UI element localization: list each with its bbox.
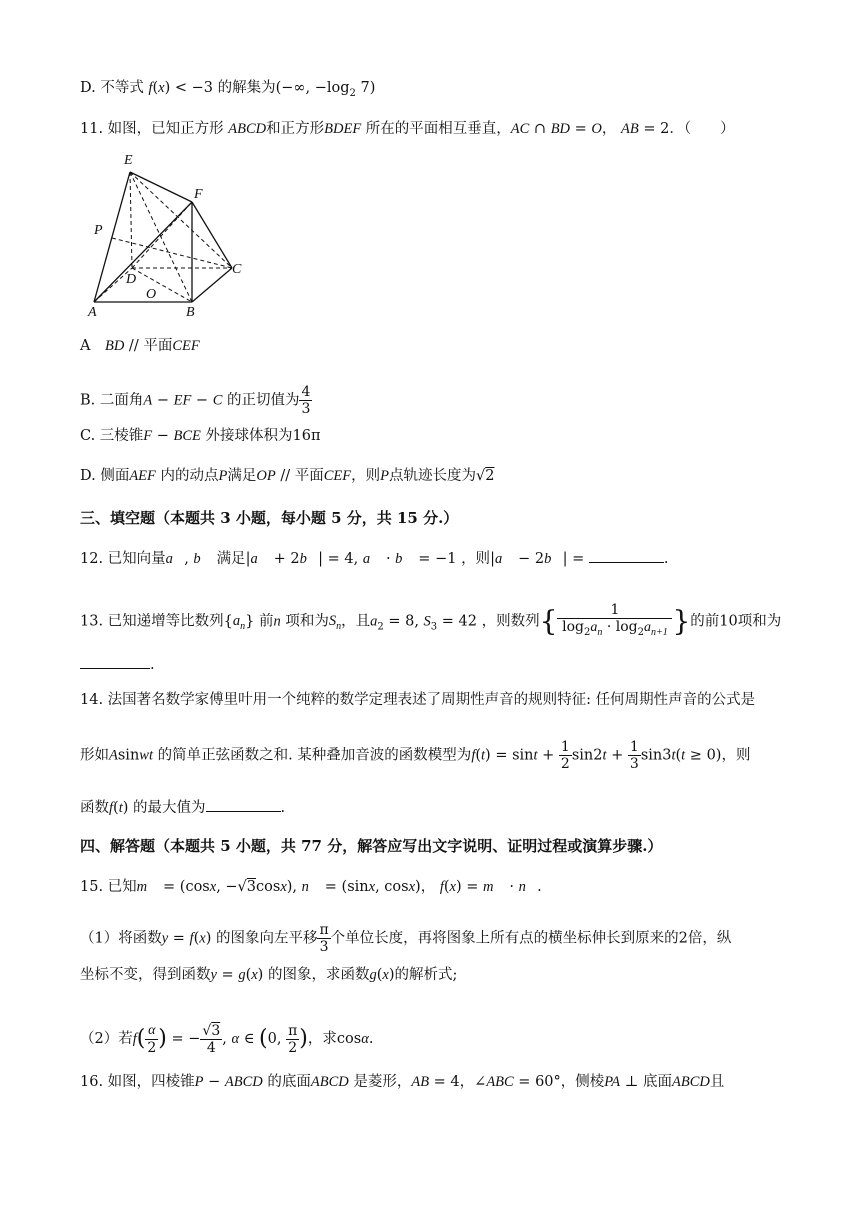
- q15-p1c: 个单位长度，再将图象上所有点的横坐标伸长到原来的2倍，纵: [330, 930, 732, 947]
- q14-answer-blank[interactable]: [206, 797, 281, 812]
- fig-label-o: O: [146, 287, 157, 302]
- q14-line2: 形如Asinwt 的简单正弦函数之和. 某种叠加音波的函数模型为f(t) = sint + $\frac{1}{2}$ sin2t + $\frac{1}{3}$ sin3t(t ≥ 0)，则: [80, 739, 751, 772]
- q15-p1b: 的图象向左平移: [215, 930, 318, 947]
- q14-l2c: ，则: [721, 747, 751, 764]
- section-3-title: 三、填空题（本题共 3 小题，每小题 5 分，共 15 分.）: [80, 509, 459, 527]
- q13-t5: 的前10项和为: [690, 613, 782, 630]
- q16-t2: 是菱形，: [353, 1074, 412, 1090]
- q12-t1: 满足: [216, 551, 246, 567]
- q13-answer-blank[interactable]: [80, 654, 150, 669]
- q11-t2: 所在的平面相互垂直，: [365, 121, 511, 137]
- q16-t3: ，: [459, 1074, 475, 1090]
- q11-figure: [82, 150, 252, 320]
- q11-opt-c-text: 外接球体积为16π: [205, 428, 321, 444]
- q11-opt-d-t2: 满足: [227, 468, 257, 484]
- q11-option-d: D. 侧面AEF 内的动点P满足OP // 平面CEF，则P点轨迹长度为√2: [80, 468, 495, 484]
- q13-t3: ，且: [341, 613, 371, 630]
- fig-label-f: F: [194, 187, 203, 202]
- q13-t4: ，则数列: [481, 613, 540, 630]
- q11-t3: ，: [601, 121, 617, 137]
- q16-t5: 底面: [643, 1074, 672, 1090]
- q14-line1: 14. 法国著名数学家傅里叶用一个纯粹的数学定理表述了周期性声音的规则特征: 任何周期性声音的公式是: [80, 692, 756, 708]
- q11-t4: ．（ ）: [669, 121, 735, 137]
- q15-p2b: ，求: [307, 1031, 337, 1047]
- q11-option-b: B. 二面角A − EF − C 的正切值为 $\frac{4}{3}$: [80, 384, 311, 417]
- q14-l3a: 函数: [80, 800, 109, 816]
- q13-answer-line: .: [80, 654, 155, 675]
- q11-option-c: C. 三棱锥F − BCE 外接球体积为16π: [80, 428, 321, 444]
- q16-t1: 的底面: [267, 1074, 311, 1090]
- q13-stem: 13. 已知递增等比数列: [80, 613, 224, 630]
- section-4-title: 四、解答题（本题共 5 小题，共 77 分，解答应写出文字说明、证明过程或演算步骤.）: [80, 837, 663, 855]
- q14-l2b: 的简单正弦函数之和. 某种叠加音波的函数模型为: [157, 747, 472, 764]
- q11-opt-d-t5: 点轨迹长度为: [388, 468, 476, 484]
- q12: 12. 已知向量a⃗, b⃗ 满足|a⃗ + 2b⃗| = 4, a⃗ · b⃗ = −1 ，则|a⃗ − 2b⃗| = .: [80, 548, 668, 569]
- q16-stem-text: 16. 如图，四棱锥: [80, 1074, 195, 1090]
- fig-label-c: C: [232, 262, 242, 277]
- q13-t1: 前: [259, 613, 274, 630]
- q15-part1-line2: 坐标不变，得到函数y = g(x) 的图象，求函数g(x)的解析式;: [80, 967, 458, 983]
- q15-p2a: （2）若: [80, 1031, 133, 1047]
- q13: 13. 已知递增等比数列$\{a_n\}$ 前n 项和为$S_n$，且$a_2 = 8$, $S_3 = 42$ ，则数列{ $\frac{1}{\log_2a_n \cdot \log_2a_{n+1}}$ }的前10项和为: [80, 602, 782, 638]
- q15-p1f: 的解析式;: [394, 967, 458, 983]
- q11-opt-b-text: 的正切值为: [226, 392, 300, 409]
- q16-t4: ，侧棱: [560, 1074, 605, 1090]
- fig-label-b: B: [186, 305, 195, 320]
- q16-stem: 16. 如图，四棱锥P − ABCD 的底面ABCD 是菱形，AB = 4，∠ABC = 60°，侧棱PA ⊥ 底面ABCD且: [80, 1074, 725, 1090]
- q15-part2: （2）若f( $\frac{\alpha}{2}$ ) = − $\frac{√3}{4}$ , α ∈ (0, $\frac{\pi}{2}$ )，求cosα.: [80, 1022, 374, 1056]
- q15-stem-text: 15. 已知: [80, 879, 137, 895]
- q11-opt-b-label: B. 二面角: [80, 392, 144, 409]
- q13-t2: 项和为: [285, 613, 329, 630]
- q14-l2a: 形如: [80, 747, 109, 764]
- q12-answer-blank[interactable]: [589, 548, 664, 563]
- q11-opt-d-t4: ，则: [351, 468, 381, 484]
- q11-option-a: A BD // 平面CEF: [80, 338, 200, 354]
- q12-t2: ，则: [461, 551, 491, 567]
- q11-stem-text: 11. 如图，已知正方形: [80, 121, 224, 137]
- q15-p1e: 的图象，求函数: [267, 967, 370, 983]
- q11-opt-d-t1: 内的动点: [160, 468, 219, 484]
- q10d-label: D. 不等式: [80, 80, 144, 96]
- q15-stem: 15. 已知m⃗ = (cosx, −√3cosx), n⃗ = (sinx, cosx)， f(x) = m⃗ · n⃗.: [80, 879, 542, 895]
- q12-stem: 12. 已知向量: [80, 551, 166, 567]
- q14-line3: 函数f(t) 的最大值为 .: [80, 797, 285, 818]
- q11-opt-a-text: 平面: [143, 338, 173, 354]
- q11-opt-d-label: D. 侧面: [80, 468, 130, 484]
- fig-label-d: D: [126, 272, 137, 287]
- fig-label-p: P: [94, 223, 103, 238]
- q15-part1-line1: （1）将函数y = f(x) 的图象向左平移 $\frac{\pi}{3}$ 个单位长度，再将图象上所有点的横坐标伸长到原来的2倍，纵: [80, 922, 732, 955]
- q11-opt-c-label: C. 三棱锥: [80, 428, 144, 444]
- q16-t6: 且: [709, 1074, 725, 1090]
- q15-p1d: 坐标不变，得到函数: [80, 967, 211, 983]
- q15-p1a: （1）将函数: [80, 930, 162, 947]
- q11-opt-d-t3: 平面: [294, 468, 324, 484]
- q10d-text: 的解集为: [217, 80, 276, 96]
- q10-option-d: D. 不等式 f(x) < −3 的解集为(−∞, $-\log_2$ 7): [80, 80, 376, 99]
- fig-label-e: E: [124, 153, 133, 168]
- q11-stem: 11. 如图，已知正方形 ABCD和正方形BDEF 所在的平面相互垂直，AC ∩ BD = O， AB = 2．（ ）: [80, 121, 735, 137]
- q11-t1: 和正方形: [266, 121, 325, 137]
- fig-label-a: A: [88, 305, 97, 320]
- q11-opt-a-label: A: [80, 338, 91, 354]
- q14-l3b: 的最大值为: [133, 800, 206, 816]
